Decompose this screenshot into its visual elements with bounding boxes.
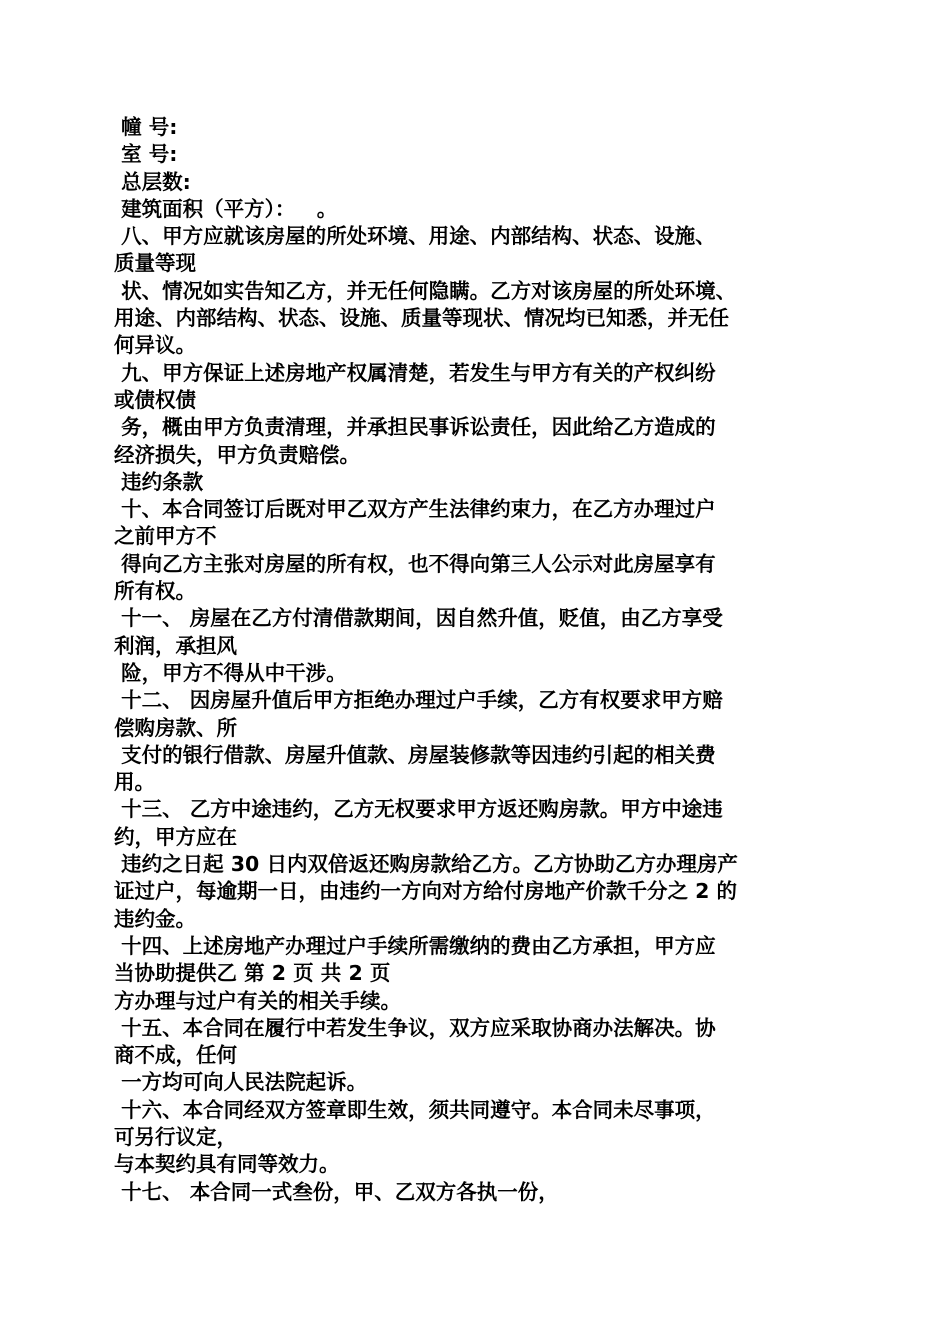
text-line: 九、甲方保证上述房地产权属清楚，若发生与甲方有关的产权纠纷 <box>114 360 716 385</box>
text-line: 偿购房款、所 <box>114 715 237 740</box>
text-line: 十、本合同签订后既对甲乙双方产生法律约束力，在乙方办理过户 <box>114 497 716 522</box>
text-line: 与本契约具有同等效力。 <box>114 1152 340 1177</box>
text-line: 可另行议定， <box>114 1124 237 1149</box>
text-line: 室 号: <box>114 142 178 167</box>
text-line: 十一、 房屋在乙方付清借款期间，因自然升值，贬值，由乙方享受 <box>114 606 723 631</box>
text-line: 利润，承担风 <box>114 633 237 658</box>
text-line: 得向乙方主张对房屋的所有权，也不得向第三人公示对此房屋享有 <box>114 551 716 576</box>
text-line: 经济损失，甲方负责赔偿。 <box>114 442 360 467</box>
text-line: 商不成，任何 <box>114 1043 237 1068</box>
text-line: 十二、 因房屋升值后甲方拒绝办理过户手续，乙方有权要求甲方赔 <box>114 688 723 713</box>
text-line: 用途、内部结构、状态、设施、质量等现状、情况均已知悉，并无任 <box>114 306 729 331</box>
text-line: 状、情况如实告知乙方，并无任何隐瞒。乙方对该房屋的所处环境、 <box>114 278 737 303</box>
text-line: 险，甲方不得从中干涉。 <box>114 660 347 685</box>
text-line: 方办理与过户有关的相关手续。 <box>114 988 401 1013</box>
text-line: 一方均可向人民法院起诉。 <box>114 1070 368 1095</box>
text-line: 违约之日起 30 日内双倍返还购房款给乙方。乙方协助乙方办理房产 <box>114 852 738 877</box>
text-line: 八、甲方应就该房屋的所处环境、用途、内部结构、状态、设施、 <box>114 224 716 249</box>
text-line: 用。 <box>114 770 155 795</box>
text-line: 十三、 乙方中途违约，乙方无权要求甲方返还购房款。甲方中途违 <box>114 797 723 822</box>
text-line: 质量等现 <box>114 251 196 276</box>
text-line: 支付的银行借款、房屋升值款、房屋装修款等因违约引起的相关费 <box>114 742 716 767</box>
text-line: 十六、本合同经双方签章即生效，须共同遵守。本合同未尽事项， <box>114 1097 716 1122</box>
text-line: 建筑面积（平方）： 。 <box>114 196 338 221</box>
text-line: 证过户，每逾期一日，由违约一方向对方给付房地产价款千分之 2 的 <box>114 879 738 904</box>
text-line: 约，甲方应在 <box>114 824 237 849</box>
text-line: 幢 号: <box>114 115 178 139</box>
text-line: 何异议。 <box>114 333 196 358</box>
text-line: 违约金。 <box>114 906 196 931</box>
text-line: 务，概由甲方负责清理，并承担民事诉讼责任，因此给乙方造成的 <box>114 415 716 440</box>
text-line: 十七、 本合同一式叁份，甲、乙双方各执一份， <box>114 1179 559 1204</box>
text-line: 十五、本合同在履行中若发生争议，双方应采取协商办法解决。协 <box>114 1015 716 1040</box>
text-line: 总层数: <box>114 169 191 194</box>
text-line: 所有权。 <box>114 579 196 604</box>
text-line: 十四、上述房地产办理过户手续所需缴纳的费由乙方承担，甲方应 <box>114 933 716 958</box>
section-heading: 违约条款 <box>114 469 204 494</box>
text-line: 或债权债 <box>114 387 196 412</box>
contract-page <box>114 114 838 1206</box>
text-line-with-page-number: 当协助提供乙 第 2 页 共 2 页 <box>114 961 391 986</box>
text-line: 之前甲方不 <box>114 524 217 549</box>
